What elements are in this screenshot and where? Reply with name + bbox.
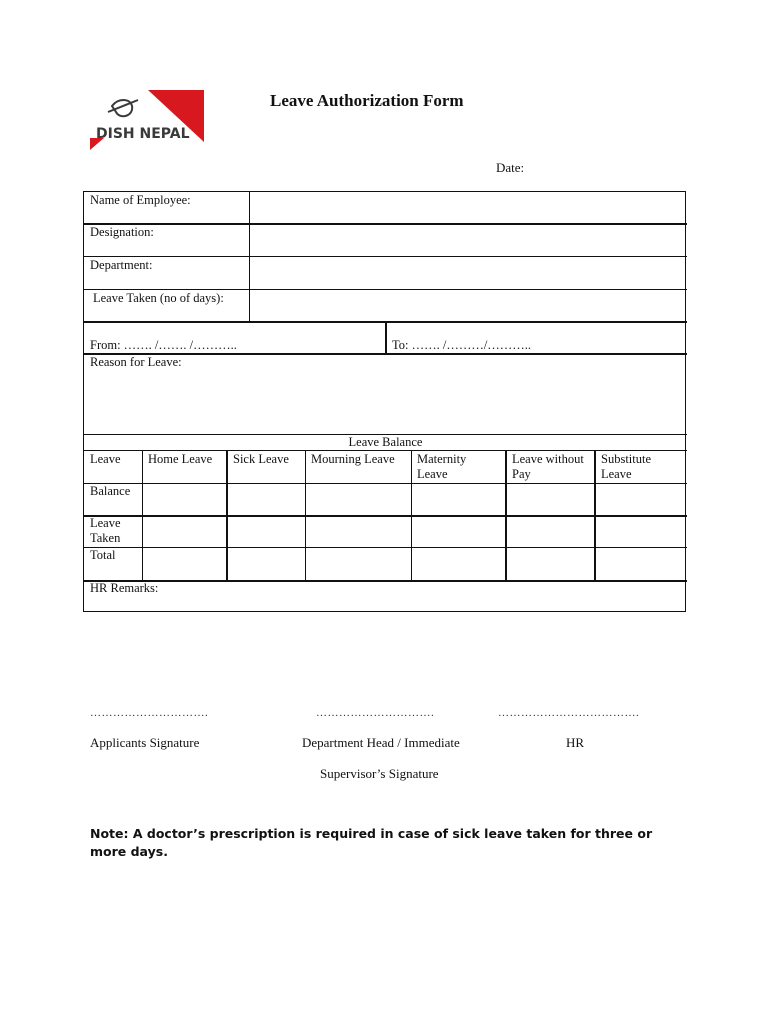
col-header-leave: Leave (90, 452, 121, 466)
form-title: Leave Authorization Form (270, 91, 464, 110)
dept-head-signature-line: …………………………. (316, 707, 435, 719)
sick-leave-note: Note: A doctor’s prescription is required in case of sick leave taken for three or more days. (90, 826, 653, 859)
company-logo (90, 90, 204, 152)
row-divider (84, 547, 687, 548)
col-divider (305, 450, 306, 580)
row-divider (84, 515, 687, 517)
col-divider (226, 450, 228, 580)
logo-text: DISH NEPAL (96, 126, 190, 142)
reason-for-leave-label: Reason for Leave: (90, 355, 182, 369)
col-divider (385, 322, 387, 354)
col-header-sick-leave: Sick Leave (233, 452, 289, 466)
row-label-balance: Balance (90, 484, 131, 498)
dish-nepal-logo-icon (90, 90, 204, 152)
hr-signature-line: ………………………………. (498, 707, 640, 719)
leave-form-table (83, 191, 686, 612)
from-date-field: From: ……. /……. /……….. (90, 338, 237, 352)
row-label-leave-taken: Leave Taken (90, 516, 121, 545)
dept-head-signature-label: Department Head / Immediate (302, 735, 460, 750)
leave-taken-days-label: Leave Taken (no of days): (93, 291, 224, 305)
row-divider (84, 450, 687, 451)
row-divider (84, 289, 687, 290)
designation-label: Designation: (90, 225, 154, 239)
row-label-total: Total (90, 548, 116, 562)
to-date-field: To: ……. /………/……….. (392, 338, 532, 352)
date-label: Date: (496, 160, 525, 175)
row-divider (84, 580, 687, 582)
row-divider (84, 483, 687, 484)
name-of-employee-label: Name of Employee: (90, 193, 191, 207)
col-divider (142, 450, 143, 580)
col-divider (505, 450, 507, 580)
col-header-home-leave: Home Leave (148, 452, 213, 466)
row-divider (84, 256, 687, 257)
col-divider (411, 450, 412, 580)
col-divider (249, 192, 250, 322)
col-header-mourning-leave: Mourning Leave (311, 452, 395, 466)
col-divider (594, 450, 596, 580)
applicant-signature-line: …………………………. (90, 707, 209, 719)
row-divider (84, 223, 687, 225)
leave-balance-caption: Leave Balance (348, 435, 423, 449)
hr-signature-label: HR (566, 735, 585, 750)
applicant-signature-label: Applicants Signature (90, 735, 200, 750)
hr-remarks-label: HR Remarks: (90, 581, 159, 595)
col-header-maternity-leave: Maternity Leave (417, 452, 467, 481)
department-label: Department: (90, 258, 153, 272)
supervisor-signature-label: Supervisor’s Signature (320, 766, 439, 781)
col-header-leave-without-pay: Leave without Pay (512, 452, 584, 481)
col-header-substitute-leave: Substitute Leave (601, 452, 652, 481)
